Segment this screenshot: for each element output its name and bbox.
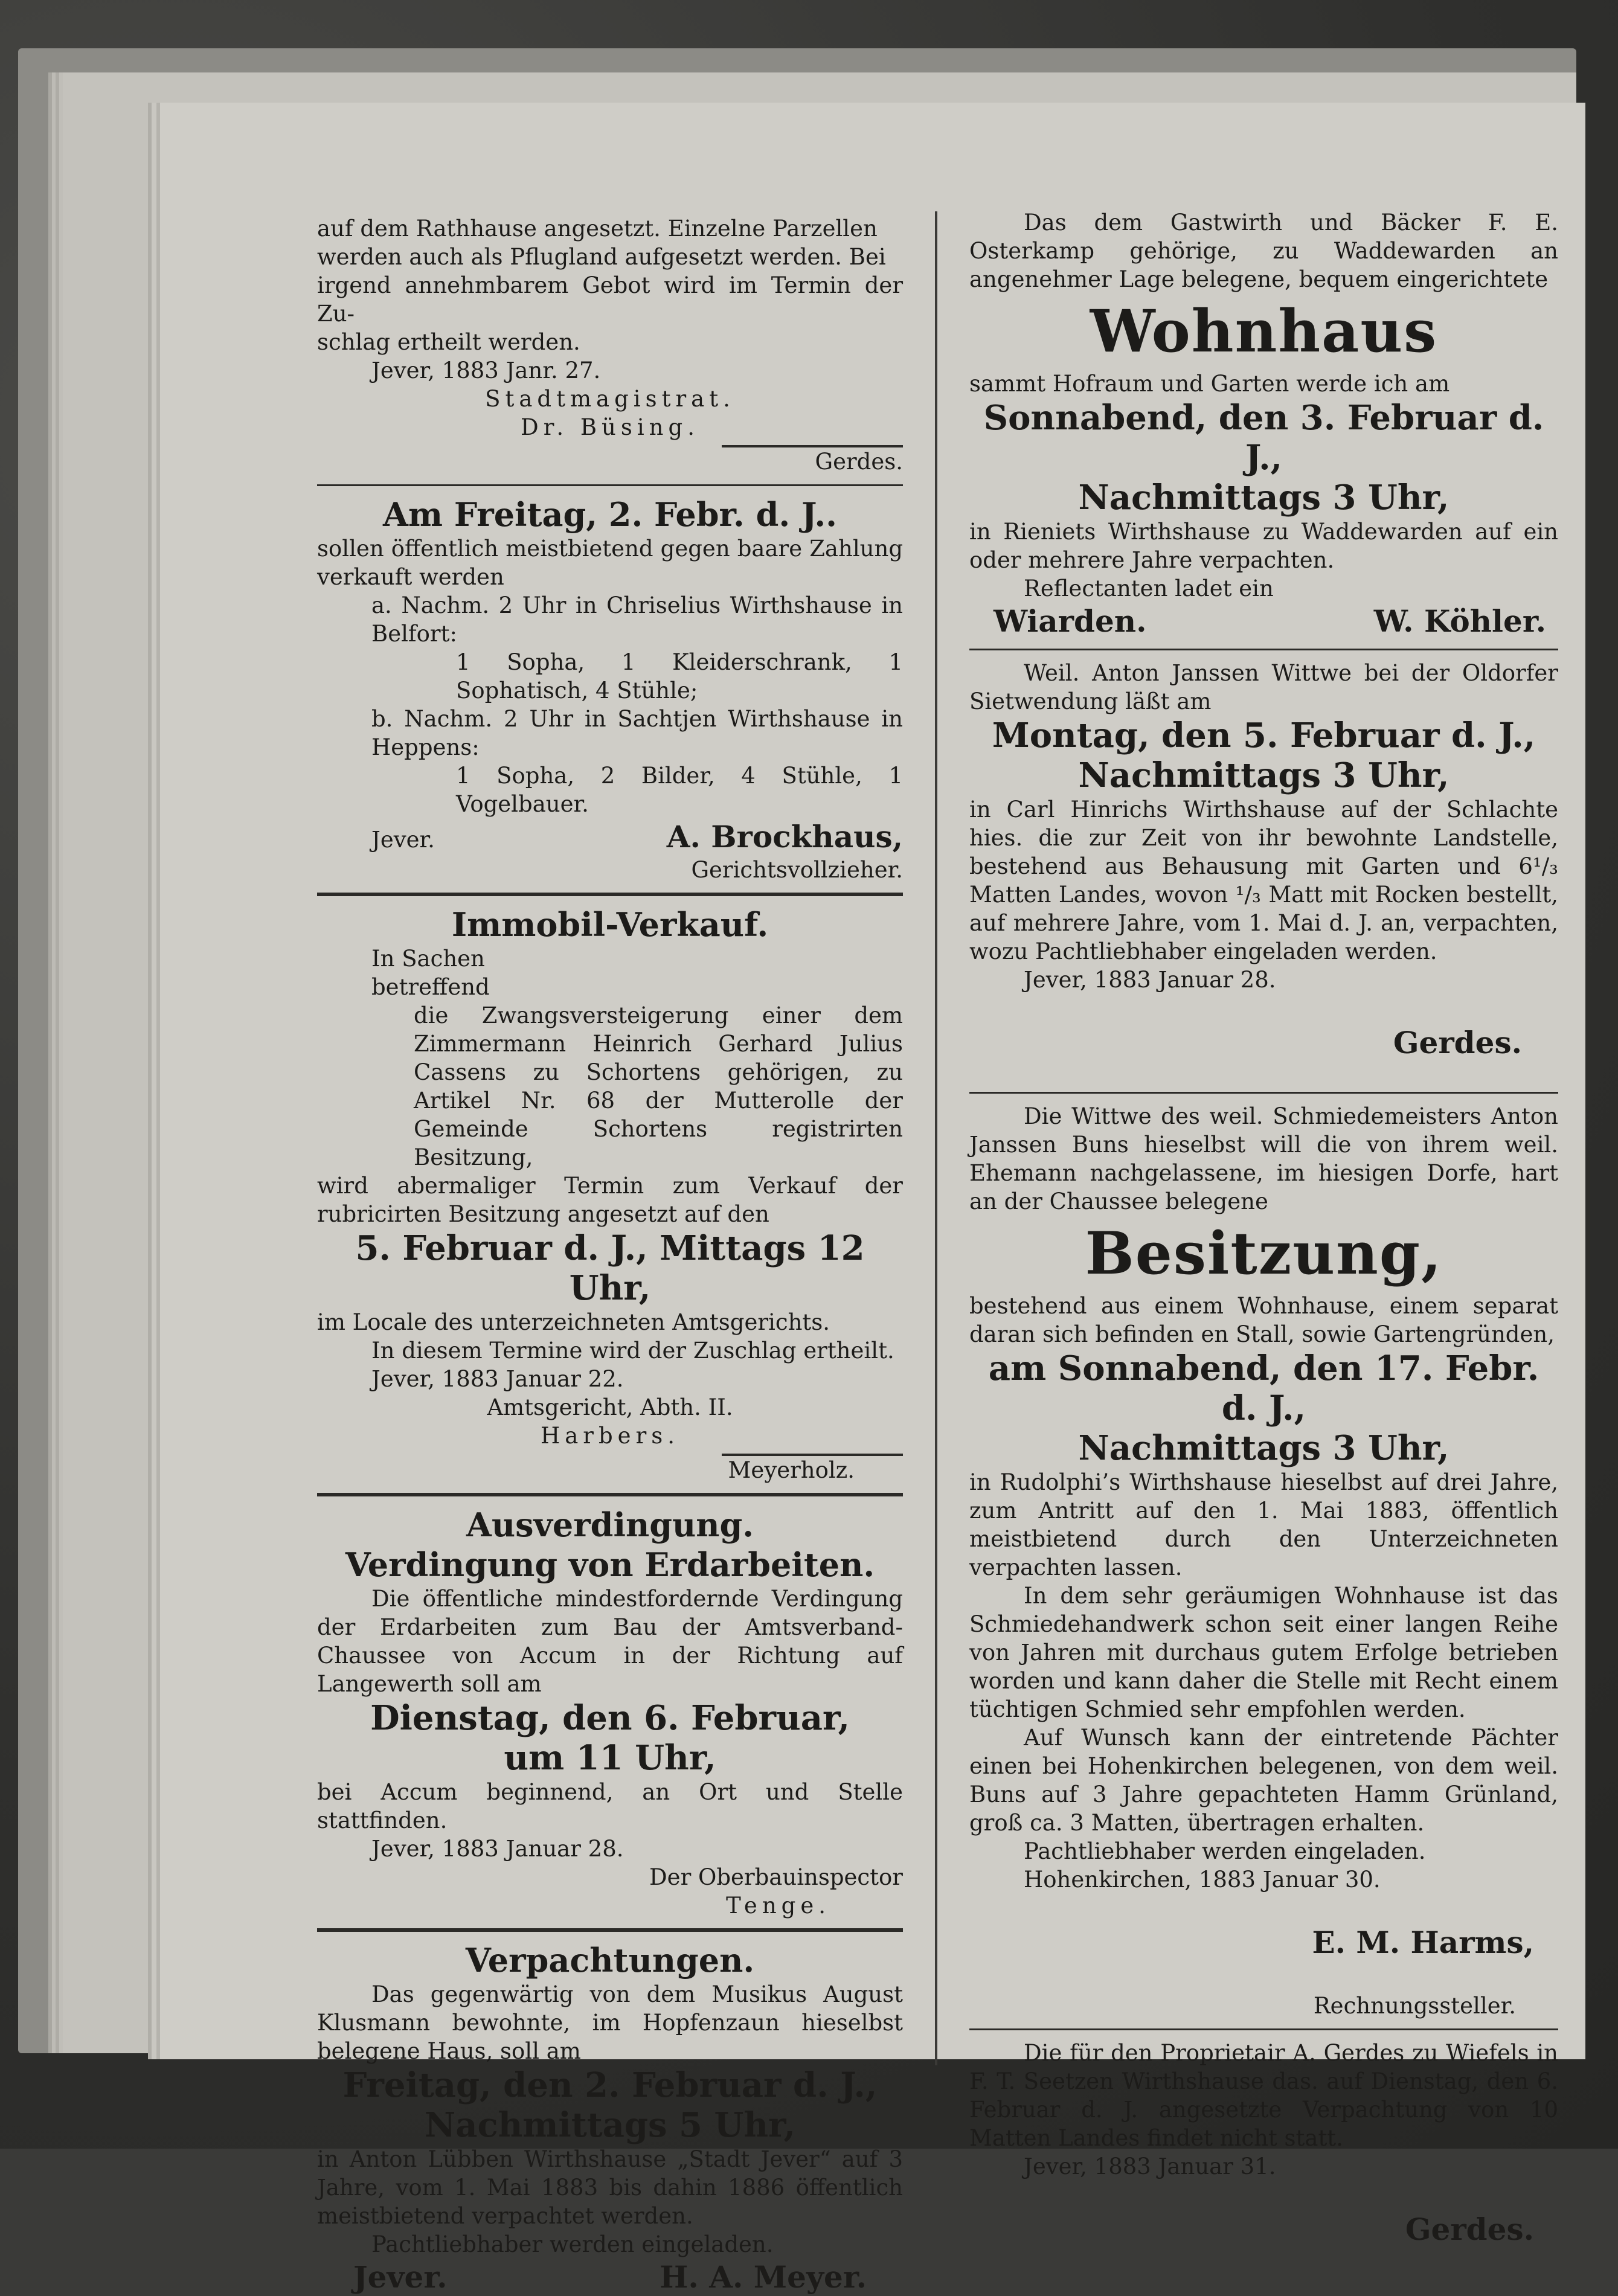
notice-date: Jever, 1883 Januar 31. [1024, 2153, 1276, 2179]
notice-text: in Rieniets Wirthshause zu Waddewarden auf ein oder mehrere Jahre verpachten. [969, 519, 1558, 573]
notice-text: Das dem Gastwirth und Bäcker F. E. Osterkamp gehörige, zu Waddewarden an angenehmer Lage belegene, bequem eingerichtete [969, 210, 1558, 292]
notice-signer-title: Rechnungssteller. [1313, 1993, 1516, 2019]
notice-heading: Ausverdingung. [466, 1506, 754, 1544]
notice-date: Hohenkirchen, 1883 Januar 30. [1024, 1867, 1381, 1893]
notice-text: in Carl Hinrichs Wirthshause auf der Schlachte hies. die zur Zeit von ihr bewohnte Landstelle, bestehend aus Behausung mit Garten und 6¹/₃ Matten Landes, wovon ¹/₃ Matt mit Rocken bestellt, auf mehrere Jahre, vom 1. Mai d. J. an, verpachten, wozu Pachtliebhaber eingeladen werden. [969, 797, 1558, 964]
notice-text: betreffend [371, 974, 490, 1000]
notice-item: a. Nachm. 2 Uhr in Chriselius Wirthshause in Belfort: [371, 592, 903, 647]
notice-immobil-verkauf [317, 905, 903, 1484]
notice-date: Jever, 1883 Janr. 27. [371, 358, 601, 383]
notice-text: Pachtliebhaber werden eingeladen. [1024, 1838, 1426, 1864]
signature-row [969, 603, 1558, 640]
notice-signer: W. Köhler. [1373, 603, 1546, 639]
notice-text: in Rudolphi’s Wirthshause hieselbst auf drei Jahre, zum Antritt auf den 1. Mai 1883, öffentlich meistbietend durch den Unterzeichneten verpachten lassen. [969, 1469, 1558, 1580]
notice-date-big: Sonnabend, den 3. Februar d. J., [983, 398, 1544, 478]
notice-brockhaus [317, 495, 903, 884]
notice-ausverdingung [317, 1505, 903, 1920]
notice-judge: Harbers. [540, 1423, 680, 1449]
notice-text: Die Wittwe des weil. Schmiedemeisters Anton Janssen Buns hieselbst will die von ihrem weil. Ehemann nachgelassene, im hiesigen Dorfe, hart an der Chaussee belegene [969, 1103, 1558, 1214]
notice-signer: Gerdes. [1405, 2211, 1534, 2247]
notice-verpachtungen [317, 1940, 903, 2296]
notice-time-big: um 11 Uhr, [504, 1738, 716, 1778]
signature-row [317, 2259, 903, 2296]
notice-signer: E. M. Harms, [1312, 1925, 1534, 1960]
notice-date-big: 5. Februar d. J., Mittags 12 Uhr, [355, 1228, 865, 1308]
notice-time-big: Nachmittags 3 Uhr, [1078, 1428, 1449, 1468]
notice-text: Die öffentliche mindestfordernde Verdingung der Erdarbeiten zum Bau der Amtsverband-Chaussee von Accum in der Richtung auf Langewerth soll am [317, 1586, 903, 1697]
separator [317, 1493, 903, 1496]
notice-date: Jever, 1883 Januar 28. [1024, 967, 1276, 993]
notice-org: Stadtmagistrat. [485, 386, 735, 412]
notice-heading: Immobil-Verkauf. [451, 905, 769, 944]
notice-date: Jever, 1883 Januar 28. [371, 1836, 624, 1862]
column-divider [935, 211, 937, 2065]
notice-date-big: Montag, den 5. Februar d. J., [992, 716, 1536, 755]
notice-heading: Verpachtungen. [465, 1941, 755, 1980]
notice-time-big: Nachmittags 5 Uhr, [425, 2105, 795, 2145]
notice-text: In dem sehr geräumigen Wohnhause ist das Schmiedehandwerk schon seit einer langen Reihe von Jahren mit durchaus gutem Erfolge betrieben worden und kann daher die Stelle mit Recht einem tüchtigen Schmied sehr empfohlen werden. [969, 1583, 1558, 1722]
notice-signer: H. A. Meyer. [660, 2259, 867, 2295]
notice-text: In diesem Termine wird der Zuschlag ertheilt. [371, 1338, 894, 1364]
notice-text: In Sachen [371, 946, 485, 972]
notice-text: im Locale des unterzeichneten Amtsgerichts. [317, 1309, 830, 1335]
notice-text: Auf Wunsch kann der eintretende Pächter einen bei Hohenkirchen belegenen, von dem weil. Buns auf 3 Jahre gepachteten Hamm Grünland, groß ca. 3 Matten, übertragen erhalten. [969, 1725, 1558, 1836]
separator [969, 2028, 1558, 2030]
notice-court: Amtsgericht, Abth. II. [487, 1394, 733, 1420]
notice-place: Wiarden. [994, 603, 1147, 639]
notice-text: bei Accum beginnend, an Ort und Stelle stattfinden. [317, 1779, 903, 1833]
notice-place: Jever. [371, 827, 435, 853]
notice-time-big: Nachmittags 3 Uhr, [1078, 755, 1449, 795]
notice-heading: Wohnhaus [1090, 297, 1438, 365]
notice-official: Dr. Büsing. [521, 414, 699, 440]
notice-subheading: Verdingung von Erdarbeiten. [345, 1545, 875, 1584]
notice-date-big: Dienstag, den 6. Februar, [370, 1698, 850, 1738]
notice-text: wird abermaliger Termin zum Verkauf der rubricirten Besitzung angesetzt auf den [317, 1173, 903, 1227]
notice-text: Reflectanten ladet ein [1024, 576, 1274, 601]
notice-official-title: Der Oberbauinspector [649, 1864, 903, 1890]
notice-item: b. Nachm. 2 Uhr in Sachtjen Wirthshause in Heppens: [371, 706, 903, 760]
notice-text: die Zwangsversteigerung einer dem Zimmermann Heinrich Gerhard Julius Cassens zu Schortens gehörigen, zu Artikel Nr. 68 der Mutterolle der Gemeinde Schortens registrirten Besitzung, [414, 1002, 903, 1170]
text-line: irgend annehmbarem Gebot wird im Termin der Zu- [317, 272, 903, 327]
notice-text: sollen öffentlich meistbietend gegen baare Zahlung verkauft werden [317, 536, 903, 590]
right-column [969, 208, 1558, 2278]
notice-stadtmagistrat [317, 214, 903, 476]
notice-text: Die für den Proprietair A. Gerdes zu Wiefels in F. T. Seetzen Wirthshause das. auf Dienstag, den 6. Februar d. J. angesetzte Verpachtung von 10 Matten Landes findet nicht statt. [969, 2040, 1558, 2151]
notice-clerk: Meyerholz. [728, 1457, 855, 1483]
notice-item-goods: 1 Sopha, 1 Kleiderschrank, 1 Sophatisch, 4 Stühle; [456, 649, 903, 704]
separator [317, 893, 903, 896]
notice-date: Jever, 1883 Januar 22. [371, 1366, 624, 1392]
text-line: werden auch als Pflugland aufgesetzt werden. Bei [317, 244, 886, 270]
signature-row [317, 818, 903, 856]
separator [317, 484, 903, 486]
notice-text: in Anton Lübben Wirthshause „Stadt Jever“ auf 3 Jahre, vom 1. Mai 1883 bis dahin 1886 öffentlich meistbietend verpachtet werden. [317, 2146, 903, 2229]
notice-date-big: am Sonnabend, den 17. Febr. d. J., [988, 1348, 1539, 1428]
notice-signer: A. Brockhaus, [666, 819, 903, 855]
left-column [317, 214, 903, 2296]
separator [969, 649, 1558, 650]
notice-janssen-wittwe [969, 659, 1558, 1062]
notice-date-big: Freitag, den 2. Februar d. J., [342, 2065, 878, 2105]
notice-clerk: Gerdes. [815, 449, 903, 475]
text-line: schlag ertheilt werden. [317, 329, 580, 355]
notice-official: Tenge. [726, 1893, 830, 1919]
notice-gerdes-wiefels [969, 2039, 1558, 2248]
notice-heading: Am Freitag, 2. Febr. d. J.. [383, 495, 837, 534]
notice-signer: Gerdes. [1393, 1025, 1522, 1060]
notice-text: Das gegenwärtig von dem Musikus August Klusmann bewohnte, im Hopfenzaun hieselbst belegene Haus, soll am [317, 1981, 903, 2064]
notice-place: Jever. [353, 2259, 448, 2295]
notice-text: sammt Hofraum und Garten werde ich am [969, 371, 1450, 397]
notice-text: bestehend aus einem Wohnhause, einem separat daran sich befinden en Stall, sowie Gartengründen, [969, 1293, 1558, 1347]
separator [969, 1092, 1558, 1094]
notice-time-big: Nachmittags 3 Uhr, [1078, 478, 1449, 518]
notice-text: Pachtliebhaber werden eingeladen. [371, 2231, 774, 2257]
notice-item-goods: 1 Sopha, 2 Bilder, 4 Stühle, 1 Vogelbauer. [456, 763, 903, 817]
notice-text: Weil. Anton Janssen Wittwe bei der Oldorfer Sietwendung läßt am [969, 660, 1558, 714]
notice-heading: Besitzung, [1085, 1219, 1443, 1287]
separator [317, 1928, 903, 1932]
notice-besitzung [969, 1102, 1558, 2020]
notice-wohnhaus [969, 208, 1558, 640]
text-line: auf dem Rathhause angesetzt. Einzelne Parzellen [317, 216, 878, 242]
notice-signer-title: Gerichtsvollzieher. [691, 857, 903, 883]
